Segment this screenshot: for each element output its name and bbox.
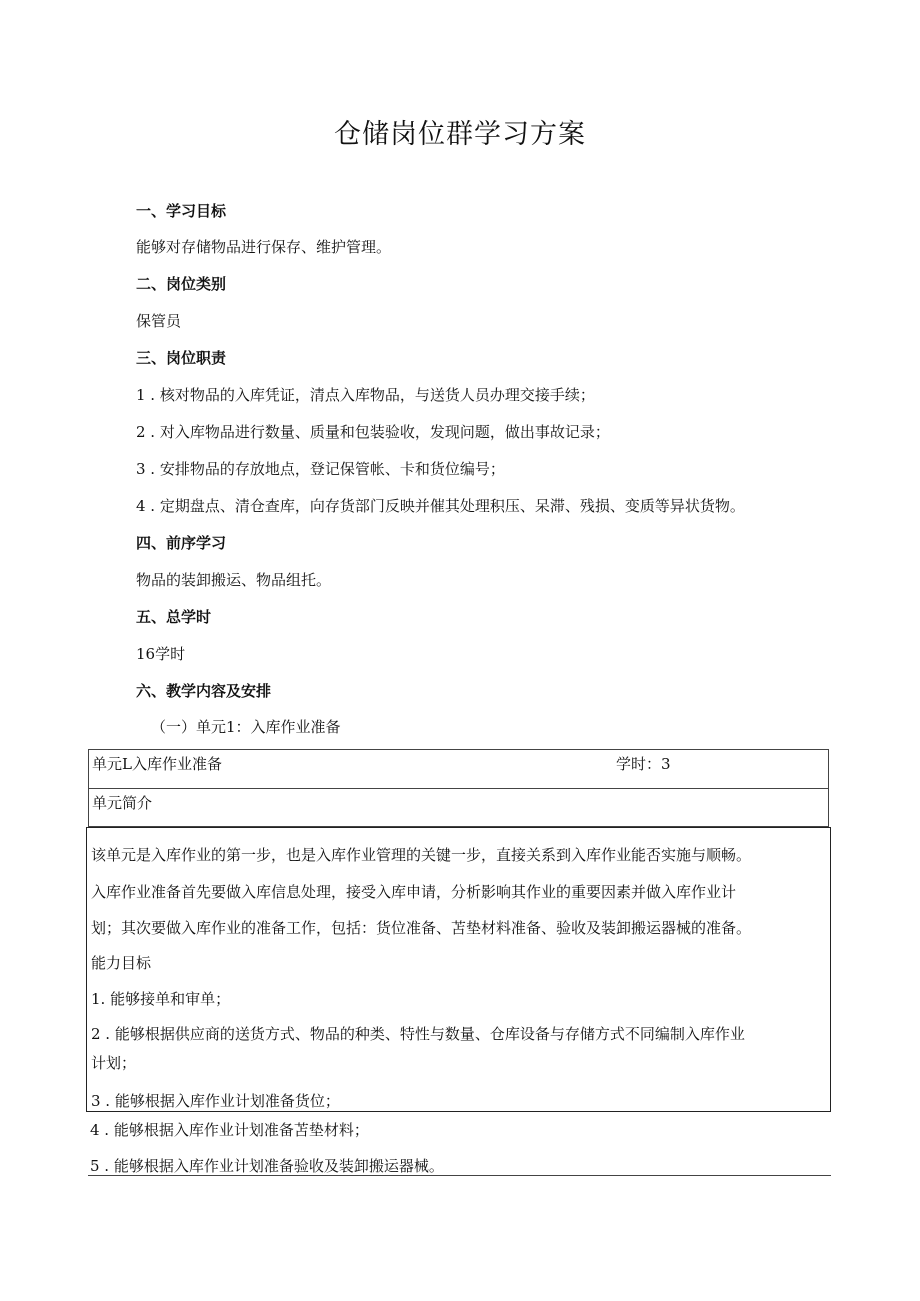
section-heading-hours: 五、总学时 (136, 608, 212, 626)
ability-item: 4 . 能够根据入库作业计划准备苫垫材料； (90, 1121, 369, 1139)
intro-label: 单元简介 (92, 794, 153, 812)
section-heading-content: 六、教学内容及安排 (136, 682, 272, 700)
table-bottom-rule (88, 1175, 831, 1176)
section-text-goal: 能够对存储物品进行保存、维护管理。 (136, 238, 392, 256)
unit-label: 单元L入库作业准备 (92, 755, 222, 773)
page-title: 仓储岗位群学习方案 (334, 119, 586, 150)
section-heading-category: 二、岗位类别 (136, 275, 227, 293)
unit-intro-header-row (88, 788, 829, 827)
section-text-prereq: 物品的装卸搬运、物品组托。 (136, 571, 332, 589)
ability-item: 3 . 能够根据入库作业计划准备货位； (91, 1092, 340, 1110)
ability-item: 1. 能够接单和审单； (91, 990, 231, 1008)
unit-header-row (88, 749, 829, 789)
duty-item: 1 . 核对物品的入库凭证，清点入库物品，与送货人员办理交接手续； (136, 386, 595, 404)
ability-label: 能力目标 (91, 954, 152, 972)
intro-line: 该单元是入库作业的第一步，也是入库作业管理的关键一步，直接关系到入库作业能否实施与顺畅。 (91, 846, 752, 864)
duty-item: 3 . 安排物品的存放地点，登记保管帐、卡和货位编号； (136, 460, 505, 478)
unit-hours: 学时：3 (616, 755, 671, 773)
section-heading-goal: 一、学习目标 (136, 202, 227, 220)
ability-item: 2 . 能够根据供应商的送货方式、物品的种类、特性与数量、仓库设备与存储方式不同编制入库作业 (91, 1025, 745, 1043)
section-heading-prereq: 四、前序学习 (136, 534, 227, 552)
duty-item: 2 . 对入库物品进行数量、质量和包装验收，发现问题，做出事故记录； (136, 423, 610, 441)
unit-intro-content (86, 827, 831, 1112)
intro-line: 入库作业准备首先要做入库信息处理，接受入库申请，分析影响其作业的重要因素并做入库作业计 (91, 883, 737, 901)
ability-item: 计划； (91, 1054, 137, 1072)
section-text-category: 保管员 (136, 312, 182, 330)
unit-subheading: （一）单元1：入库作业准备 (151, 718, 341, 736)
intro-line: 划；其次要做入库作业的准备工作，包括：货位准备、苫垫材料准备、验收及装卸搬运器械的准备。 (91, 919, 752, 937)
ability-item: 5 . 能够根据入库作业计划准备验收及装卸搬运器械。 (90, 1157, 444, 1175)
section-text-hours: 16学时 (136, 645, 186, 663)
section-heading-duties: 三、岗位职责 (136, 349, 227, 367)
duty-item: 4 . 定期盘点、清仓查库，向存货部门反映并催其处理积压、呆滞、残损、变质等异状货物。 (136, 497, 745, 515)
